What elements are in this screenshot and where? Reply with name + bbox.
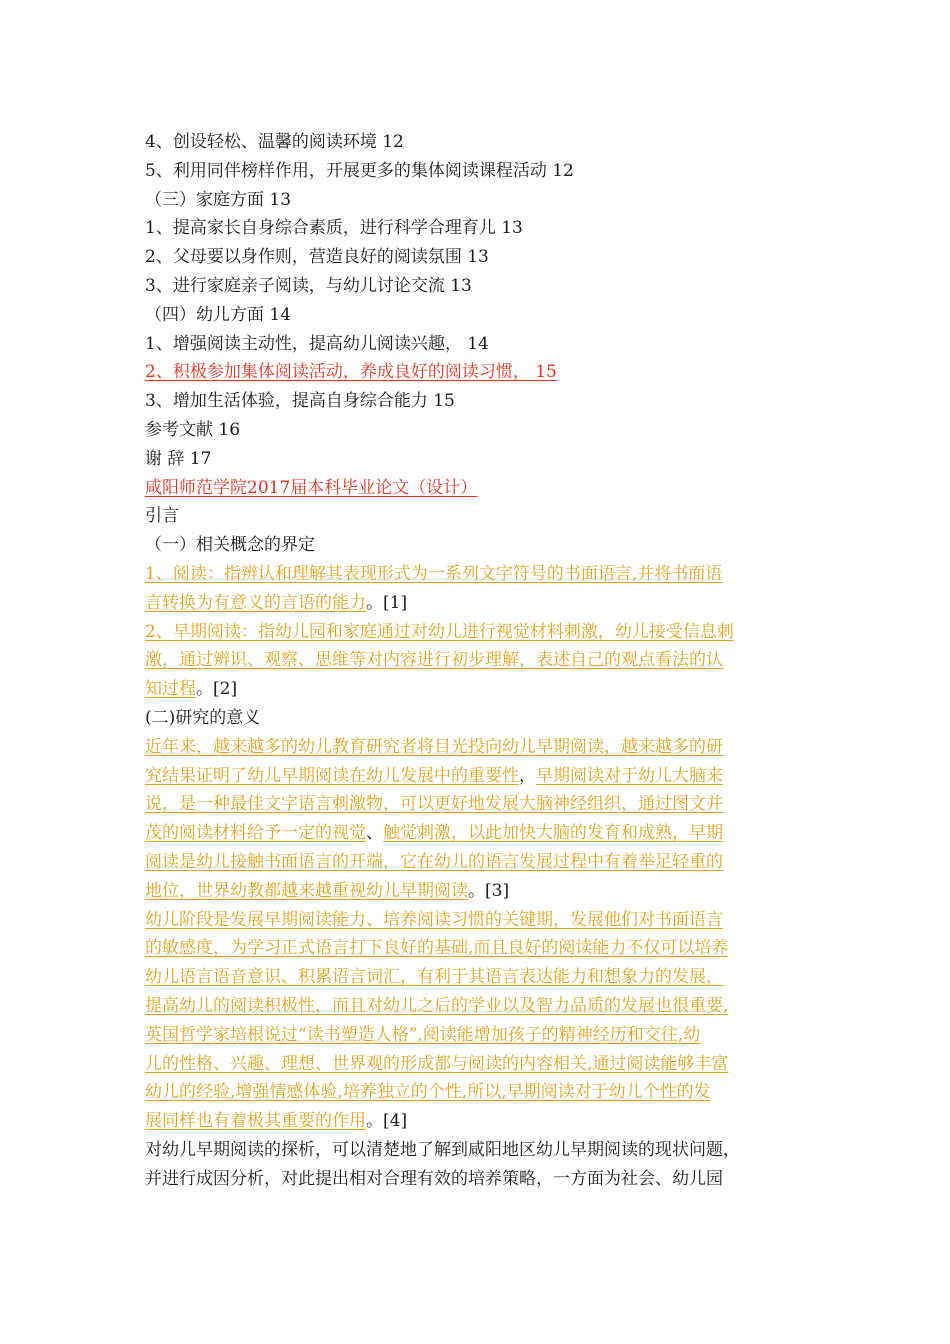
toc-item-acknowledgements: 谢 辞 17 — [145, 448, 212, 469]
citation: 。[4] — [366, 1111, 408, 1132]
toc-item: 3、进行家庭亲子阅读，与幼儿讨论交流 13 — [145, 275, 472, 296]
toc-item: 1、提高家长自身综合素质，进行科学合理育儿 13 — [145, 218, 523, 239]
definition-line: 激，通过辨识、观察、思维等对内容进行初步理解，表述自己的观点看法的认 — [145, 650, 723, 671]
toc-item: 2、父母要以身作则，营造良好的阅读氛围 13 — [145, 247, 489, 268]
toc-item-highlighted[interactable] — [145, 358, 815, 387]
paragraph-line: 英国哲学家培根说过“读书塑造人格”,阅读能增加孩子的精神经历和交往,幼 — [145, 1024, 701, 1045]
header-link[interactable]: 咸阳师范学院2017届本科毕业论文（设计） — [145, 477, 478, 498]
citation: 。[2] — [196, 679, 238, 700]
paragraph-line: 展同样也有着极其重要的作用。[4] — [145, 1111, 408, 1132]
toc-item: 3、增加生活体验，提高自身综合能力 15 — [145, 391, 455, 412]
toc-item: （四）幼儿方面 14 — [145, 304, 292, 325]
paragraph-line: 儿的性格、兴趣、理想、世界观的形成都与阅读的内容相关,通过阅读能够丰富 — [145, 1053, 729, 1074]
citation: 。[3] — [468, 880, 510, 901]
paragraph-line: 茂的阅读材料给予一定的视觉、触觉刺激，以此加快大脑的发育和成熟，早期 — [145, 823, 723, 844]
paragraph-line: 对幼儿早期阅读的探析，可以清楚地了解到咸阳地区幼儿早期阅读的现状问题， — [145, 1139, 740, 1160]
intro-title: 引言 — [145, 506, 179, 527]
paragraph-line: 幼儿语言语音意识、积累语言词汇，有利于其语言表达能力和想象力的发展， — [145, 967, 723, 988]
toc-item: 1、增强阅读主动性，提高幼儿阅读兴趣， 14 — [145, 333, 489, 354]
paragraph-line: 并进行成因分析，对此提出相对合理有效的培养策略，一方面为社会、幼儿园 — [145, 1168, 723, 1189]
document-content — [145, 128, 815, 1193]
definition-line: 2、早期阅读：指幼儿园和家庭通过对幼儿进行视觉材料刺激，幼儿接受信息刺 — [145, 621, 734, 642]
toc-item: 5、利用同伴榜样作用，开展更多的集体阅读课程活动 12 — [145, 160, 574, 181]
running-header[interactable] — [145, 474, 815, 503]
citation: 。[1] — [366, 592, 408, 613]
paragraph-line: 说，是一种最佳文字语言刺激物，可以更好地发展大脑神经组织，通过图文并 — [145, 794, 723, 815]
definition-line: 言转换为有意义的言语的能力。[1] — [145, 592, 408, 613]
paragraph-line: 幼儿阶段是发展早期阅读能力、培养阅读习惯的关键期，发展他们对书面语言 — [145, 909, 723, 930]
paragraph-line: 阅读是幼儿接触书面语言的开端，它在幼儿的语言发展过程中有着举足轻重的 — [145, 851, 723, 872]
paragraph-line: 地位，世界幼教都越来越重视幼儿早期阅读。[3] — [145, 880, 510, 901]
paragraph-line: 究结果证明了幼儿早期阅读在幼儿发展中的重要性，早期阅读对于幼儿大脑来 — [145, 765, 723, 786]
paragraph-line: 近年来，越来越多的幼儿教育研究者将目光投向幼儿早期阅读，越来越多的研 — [145, 736, 723, 757]
paragraph-line: 幼儿的经验,增强情感体验,培养独立的个性,所以,早期阅读对于幼儿个性的发 — [145, 1082, 711, 1103]
section-title: （一）相关概念的界定 — [145, 535, 315, 556]
paragraph-line: 的敏感度，为学习正式语言打下良好的基础,而且良好的阅读能力不仅可以培养 — [145, 938, 729, 959]
toc-item: （三）家庭方面 13 — [145, 189, 292, 210]
toc-link[interactable]: 2、积极参加集体阅读活动，养成良好的阅读习惯， 15 — [145, 362, 557, 383]
toc-item-references: 参考文献 16 — [145, 419, 241, 440]
paragraph-line: 提高幼儿的阅读积极性，而且对幼儿之后的学业以及智力品质的发展也很重要, — [145, 995, 729, 1016]
definition-line: 知过程。[2] — [145, 679, 238, 700]
section-title: (二)研究的意义 — [145, 707, 261, 728]
toc-item: 4、创设轻松、温馨的阅读环境 12 — [145, 132, 404, 152]
definition-line: 1、阅读：指辨认和理解其表现形式为一系列文字符号的书面语言,并将书面语 — [145, 563, 723, 584]
